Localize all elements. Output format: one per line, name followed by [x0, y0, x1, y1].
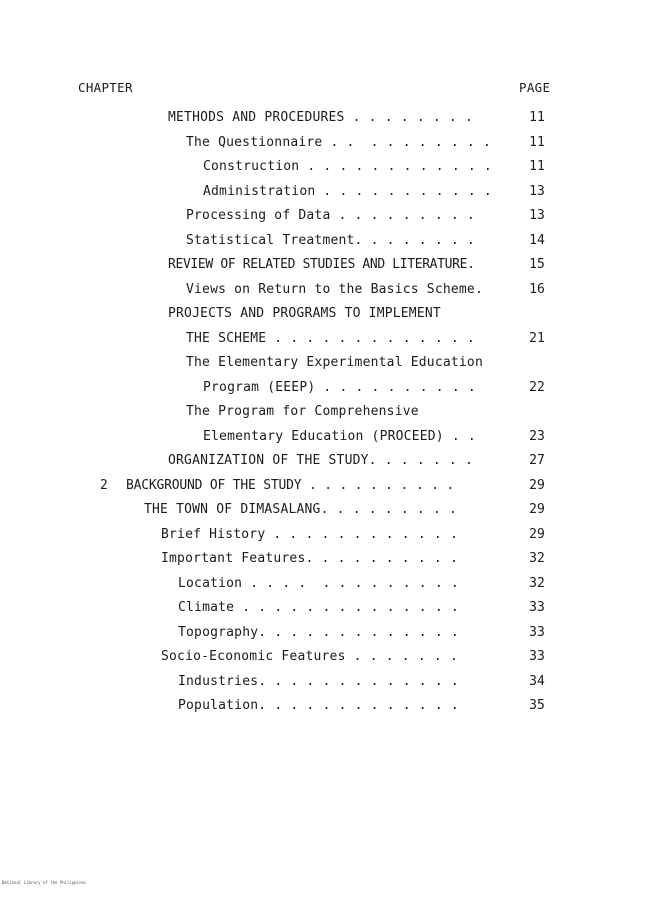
toc-entry	[0, 182, 645, 207]
page-number: 21	[529, 330, 545, 346]
page-number: 33	[529, 624, 545, 640]
entry-title: Topography. . . . . . . . . . . . .	[178, 624, 459, 640]
toc-entry	[0, 304, 645, 329]
entry-title: Important Features. . . . . . . . . .	[161, 551, 458, 566]
entry-title: ORGANIZATION OF THE STUDY. . . . . . .	[168, 453, 474, 468]
entry-title: METHODS AND PROCEDURES . . . . . . . .	[168, 110, 474, 125]
page-number: 23	[529, 428, 545, 444]
toc-entry	[0, 378, 645, 403]
toc-entry	[0, 133, 645, 158]
entry-title: Views on Return to the Basics Scheme.	[186, 281, 483, 297]
page-number: 15	[529, 257, 545, 272]
toc-entry	[0, 427, 645, 452]
page-number: 16	[529, 281, 545, 297]
table-of-contents	[0, 108, 645, 721]
page-number: 11	[529, 159, 545, 174]
entry-title: Construction . . . . . . . . . . . .	[203, 159, 492, 174]
page-number: 35	[529, 698, 545, 713]
page-number: 11	[529, 134, 545, 150]
entry-title: The Program for Comprehensive	[186, 404, 419, 419]
entry-title: Location . . . . . . . . . . . . .	[178, 575, 459, 591]
page-number: 32	[529, 551, 545, 566]
toc-entry	[0, 231, 645, 256]
page-number: 13	[529, 183, 545, 199]
page-number: 11	[529, 110, 545, 125]
page-number: 34	[529, 673, 545, 689]
toc-entry	[0, 696, 645, 721]
entry-title: Brief History . . . . . . . . . . . .	[161, 526, 458, 542]
toc-entry	[0, 108, 645, 133]
page-number: 13	[529, 208, 545, 223]
toc-entry	[0, 672, 645, 697]
toc-entry	[0, 598, 645, 623]
toc-entry	[0, 574, 645, 599]
entry-title: THE TOWN OF DIMASALANG. . . . . . . . .	[144, 502, 458, 517]
toc-entry	[0, 206, 645, 231]
entry-title: Program (EEEP) . . . . . . . . . .	[203, 379, 476, 395]
entry-title: PROJECTS AND PROGRAMS TO IMPLEMENT	[168, 306, 441, 321]
page-number: 32	[529, 575, 545, 591]
toc-entry	[0, 476, 645, 501]
entry-title: Statistical Treatment. . . . . . . .	[186, 232, 475, 248]
entry-title: Socio-Economic Features . . . . . . .	[161, 649, 458, 664]
entry-title: The Elementary Experimental Education	[186, 355, 483, 370]
chapter-column-header: CHAPTER	[78, 80, 133, 95]
toc-entry	[0, 157, 645, 182]
toc-entry	[0, 647, 645, 672]
entry-title: Administration . . . . . . . . . . .	[203, 183, 492, 199]
toc-entry	[0, 280, 645, 305]
toc-entry	[0, 500, 645, 525]
page-number: 33	[529, 649, 545, 664]
toc-entry	[0, 402, 645, 427]
page-number: 33	[529, 600, 545, 615]
page-column-header: PAGE	[519, 80, 551, 95]
toc-entry	[0, 353, 645, 378]
entry-title: THE SCHEME . . . . . . . . . . . . .	[186, 330, 475, 346]
entry-title: Elementary Education (PROCEED) . .	[203, 428, 476, 444]
entry-title: Climate . . . . . . . . . . . . . .	[178, 600, 459, 615]
toc-entry	[0, 549, 645, 574]
entry-title: REVIEW OF RELATED STUDIES AND LITERATURE.	[168, 257, 475, 272]
page-number: 27	[529, 453, 545, 468]
page-number: 14	[529, 232, 545, 248]
toc-entry	[0, 329, 645, 354]
page-number: 29	[529, 477, 545, 493]
toc-entry	[0, 623, 645, 648]
toc-entry	[0, 525, 645, 550]
chapter-number: 2	[100, 477, 108, 493]
page-number: 29	[529, 502, 545, 517]
entry-title: The Questionnaire . . . . . . . . . .	[186, 134, 492, 150]
library-footer: National Library of the Philippines	[2, 880, 87, 885]
entry-title: Industries. . . . . . . . . . . . .	[178, 673, 459, 689]
toc-entry	[0, 255, 645, 280]
entry-title: Processing of Data . . . . . . . . .	[186, 208, 475, 223]
entry-title: BACKGROUND OF THE STUDY . . . . . . . . . .	[126, 477, 454, 493]
toc-entry	[0, 451, 645, 476]
page-number: 22	[529, 379, 545, 395]
page-number: 29	[529, 526, 545, 542]
entry-title: Population. . . . . . . . . . . . .	[178, 698, 459, 713]
